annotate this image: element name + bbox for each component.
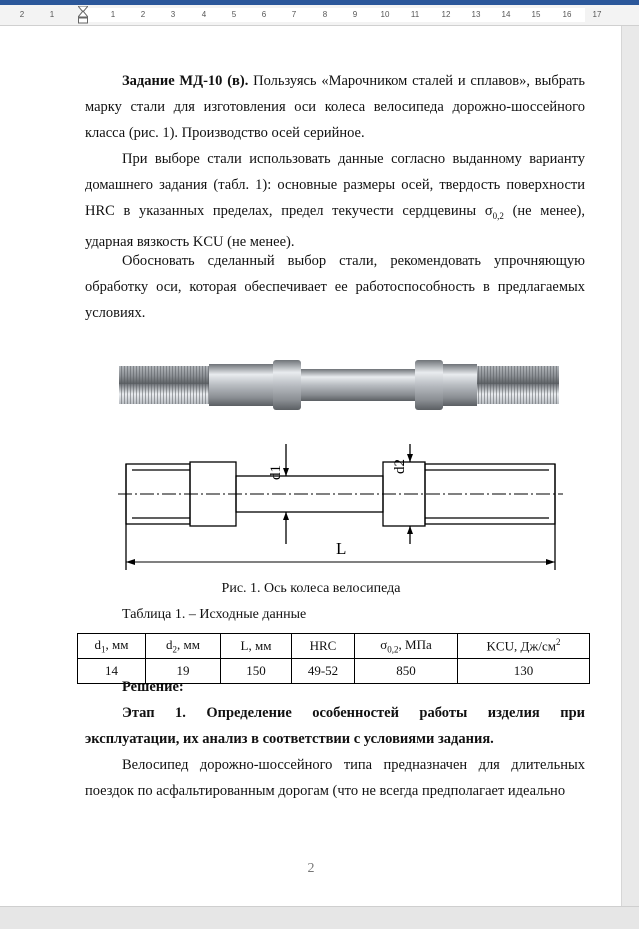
header-sigma: $\sigma_{0,2}$, МПа — [355, 634, 458, 659]
status-bar — [0, 906, 639, 929]
ruler-number: 1 — [110, 10, 116, 19]
label-L: L — [336, 539, 347, 558]
table-cell: 150 — [221, 659, 292, 684]
figure-caption: Рис. 1. Ось колеса велосипеда — [221, 581, 401, 596]
ruler-number: 17 — [592, 10, 602, 19]
ruler-number: 7 — [291, 10, 297, 19]
sigma-subscript: 0,2 — [492, 210, 504, 221]
ruler-number: 15 — [531, 10, 541, 19]
justify-paragraph — [85, 248, 585, 326]
table-cell: 130 — [458, 659, 590, 684]
vertical-scrollbar[interactable] — [621, 26, 639, 906]
page-number: 2 — [307, 861, 315, 876]
ruler-number: 1 — [49, 10, 55, 19]
ruler-number: 10 — [380, 10, 390, 19]
task-paragraph — [85, 68, 585, 146]
solution-title: Решение: — [122, 679, 184, 695]
requirements-text-end: (не менее), ударная вязкость KCU (не менее). — [85, 203, 585, 250]
ruler-number: 3 — [170, 10, 176, 19]
table-cell: 19 — [146, 659, 221, 684]
axle-drawing — [108, 424, 568, 574]
ruler-number: 6 — [261, 10, 267, 19]
ruler-number: 11 — [410, 10, 420, 19]
header-d2: $d_2$, мм — [146, 634, 221, 659]
ruler-number: 4 — [201, 10, 207, 19]
label-d1: d1 — [268, 465, 284, 480]
header-HRC: HRC — [292, 634, 355, 659]
indent-marker-icon[interactable] — [78, 6, 88, 24]
axle-photo — [115, 344, 563, 426]
ruler-number: 9 — [352, 10, 358, 19]
stage-title-line1: Этап 1. Определение особенностей работы изделия при — [122, 705, 585, 721]
task-text: Пользуясь «Марочником сталей и сплавов», выбрать марку стали для изготовления оси колеса велосипеда дорожно-шоссейного класса (рис. 1). Производство осей серийное. — [85, 73, 585, 141]
ruler-number: 8 — [322, 10, 328, 19]
ruler-number: 2 — [19, 10, 25, 19]
ruler-number: 16 — [562, 10, 572, 19]
table-cell: 14 — [78, 659, 146, 684]
table-cell: 49-52 — [292, 659, 355, 684]
requirements-paragraph — [85, 146, 585, 255]
ruler-number: 13 — [471, 10, 481, 19]
table-caption: Таблица 1. – Исходные данные — [122, 607, 307, 622]
header-L: L, мм — [221, 634, 292, 659]
stage-title-line2: эксплуатации, их анализ в соответствии с условиями задания. — [85, 731, 494, 747]
header-d1: $d_1$, мм — [78, 634, 146, 659]
ruler-number: 5 — [231, 10, 237, 19]
horizontal-ruler[interactable] — [0, 5, 639, 26]
document-page[interactable] — [0, 26, 622, 906]
table-header-row — [78, 634, 590, 659]
solution-text: Велосипед дорожно-шоссейного типа предназначен для длительных поездок по асфальтированным дорогам (что не всегда предполагает идеально — [85, 757, 585, 799]
ruler-number: 14 — [501, 10, 511, 19]
task-title: Задание МД-10 (в). — [122, 73, 249, 89]
table-cell: 850 — [355, 659, 458, 684]
label-d2: d2 — [392, 459, 408, 474]
ruler-number: 12 — [441, 10, 451, 19]
justify-text: Обосновать сделанный выбор стали, рекомендовать упрочняющую обработку оси, которая обеспечивает ее работоспособность в предлагаемых условиях. — [85, 253, 585, 321]
requirements-text: При выборе стали использовать данные согласно выданному варианту домашнего задания (табл. 1): основные размеры осей, твердость поверхности HRC в указанных пределах, предел текучести сердцевины σ — [85, 151, 585, 219]
ruler-number: 2 — [140, 10, 146, 19]
header-KCU: KCU, $Дж/см^2$ — [458, 634, 590, 659]
